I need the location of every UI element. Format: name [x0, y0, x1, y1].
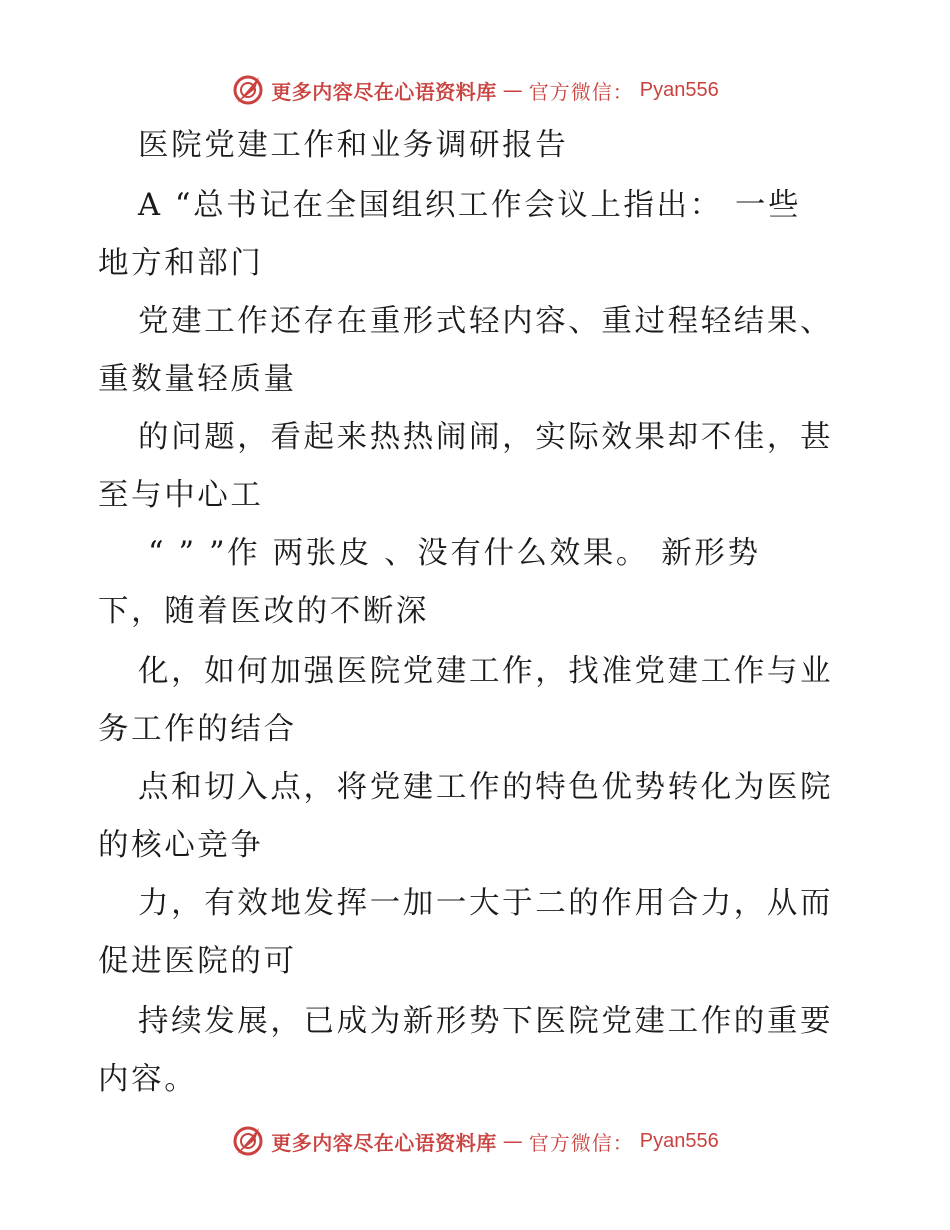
header-watermark [0, 70, 950, 110]
watermark-dash: — [502, 1129, 523, 1153]
paragraph-line-10: 务工作的结合 [98, 712, 297, 747]
paragraph-line-8: 下，随着医改的不断深 [98, 594, 429, 629]
paragraph-line-12: 的核心竞争 [98, 828, 264, 863]
paragraph-line-9: 化，如何加强医院党建工作，找准党建工作与业 [138, 654, 834, 689]
paragraph-line-6: 至与中心工 [98, 478, 264, 513]
watermark-id: Pyan556 [639, 78, 719, 101]
paragraph-line-13: 力，有效地发挥一加一大于二的作用合力，从而 [138, 886, 834, 921]
watermark-title: 更多内容尽在心语资料库 [271, 1130, 497, 1155]
watermark-title: 更多内容尽在心语资料库 [271, 79, 497, 104]
paragraph-line-5: 的问题，看起来热热闹闹，实际效果却不佳，甚 [138, 420, 834, 455]
paragraph-line-3: 党建工作还存在重形式轻内容、重过程轻结果、 [138, 304, 834, 339]
paragraph-line-2: 地方和部门 [98, 246, 264, 281]
quill-logo-icon [231, 1124, 265, 1158]
watermark-dash: — [502, 78, 523, 102]
quill-logo-icon [231, 73, 265, 107]
footer-watermark [0, 1121, 950, 1161]
watermark-label: 官方微信： [528, 79, 634, 104]
paragraph-line-4: 重数量轻质量 [98, 362, 297, 397]
paragraph-line-15: 持续发展，已成为新形势下医院党建工作的重要 [138, 1004, 834, 1039]
paragraph-line-7: “ ” ”作 两张皮 、没有什么效果。 新形势 [148, 536, 761, 571]
paragraph-line-16: 内容。 [98, 1062, 198, 1097]
paragraph-line-1: A “总书记在全国组织工作会议上指出： 一些 [138, 188, 802, 223]
document-title: 医院党建工作和业务调研报告 [138, 128, 569, 163]
watermark-id: Pyan556 [639, 1129, 719, 1152]
watermark-label: 官方微信： [528, 1130, 634, 1155]
paragraph-line-11: 点和切入点，将党建工作的特色优势转化为医院 [138, 770, 834, 805]
paragraph-line-14: 促进医院的可 [98, 944, 297, 979]
